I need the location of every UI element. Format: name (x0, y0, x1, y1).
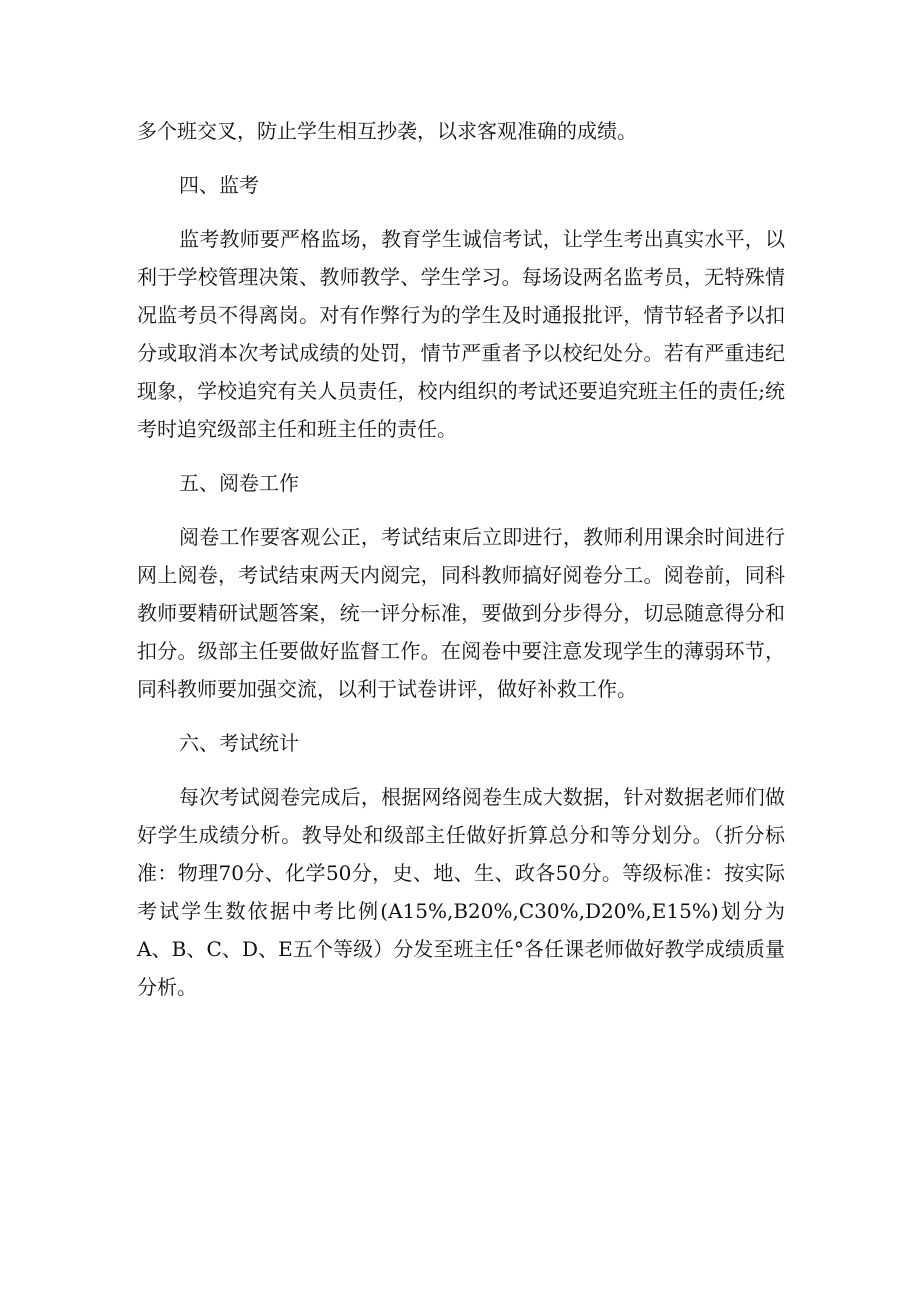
paragraph-continuation: 多个班交叉，防止学生相互抄袭，以求客观准确的成绩。 (137, 119, 637, 143)
document-page (137, 112, 785, 1022)
section-heading-statistics: 六、考试统计 (179, 731, 299, 755)
paragraph-statistics: 每次考试阅卷完成后，根据网络阅卷生成大数据，针对数据老师们做好学生成绩分析。教导处和级部主任做好折算总分和等分划分。（折分标准：物理70分、化学50分，史、地、生、政各50分。等级标准：按实际考试学生数依据中考比例(A15%,B20%,C30%,D20%,E15%)划分为A、B、C、D、E五个等级）分发至班主任°各任课老师做好教学成绩质量分析。 (137, 785, 785, 999)
section-heading-grading: 五、阅卷工作 (179, 471, 299, 495)
paragraph-grading: 阅卷工作要客观公正，考试结束后立即进行，教师利用课余时间进行网上阅卷，考试结束两天内阅完，同科教师搞好阅卷分工。阅卷前，同科教师要精研试题答案，统一评分标准，要做到分步得分，切忌随意得分和扣分。级部主任要做好监督工作。在阅卷中要注意发现学生的薄弱环节，同科教师要加强交流，以利于试卷讲评，做好补救工作。 (137, 525, 785, 701)
paragraph-invigilation: 监考教师要严格监场，教育学生诚信考试，让学生考出真实水平，以利于学校管理决策、教师教学、学生学习。每场设两名监考员，无特殊情况监考员不得离岗。对有作弊行为的学生及时通报批评，情节轻者予以扣分或取消本次考试成绩的处罚，情节严重者予以校纪处分。若有严重违纪现象，学校追究有关人员责任，校内组织的考试还要追究班主任的责任;统考时追究级部主任和班主任的责任。 (137, 227, 785, 441)
section-heading-invigilation: 四、监考 (179, 173, 259, 197)
